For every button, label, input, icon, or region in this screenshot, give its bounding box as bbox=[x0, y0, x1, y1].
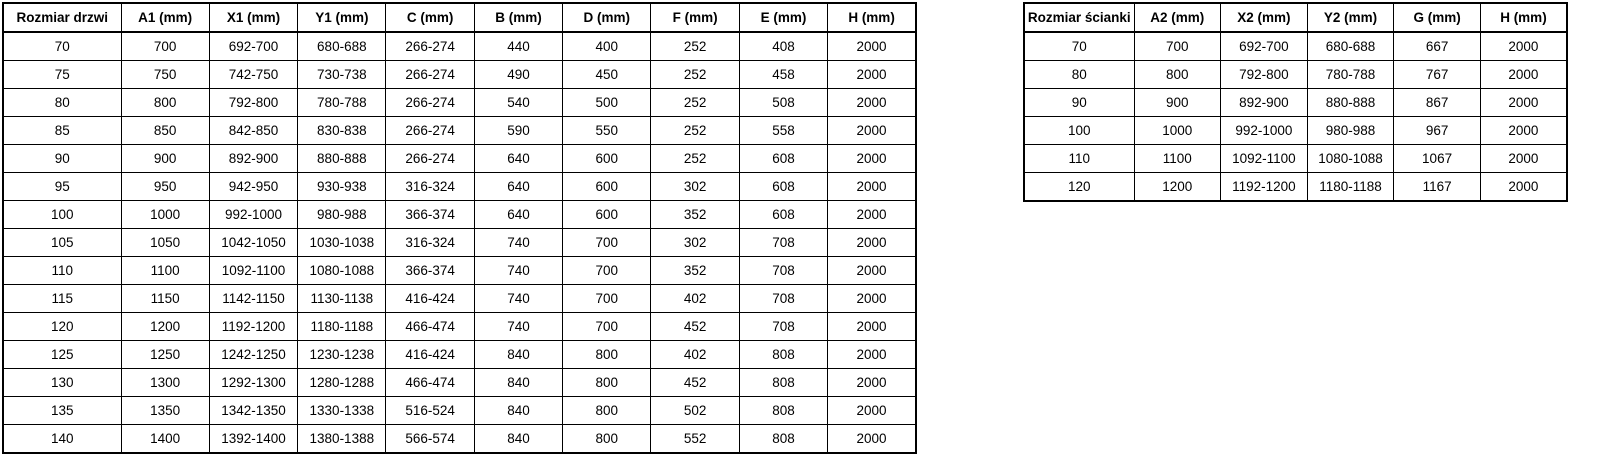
table-row bbox=[1024, 117, 1567, 145]
table-row bbox=[3, 201, 916, 229]
table-cell: 1200 bbox=[121, 313, 209, 341]
table-cell: 800 bbox=[1134, 61, 1221, 89]
table-cell: 2000 bbox=[828, 229, 916, 257]
table-cell: 930-938 bbox=[298, 173, 386, 201]
table-cell: 266-274 bbox=[386, 32, 474, 61]
table-cell: 730-738 bbox=[298, 61, 386, 89]
table-cell: 2000 bbox=[828, 341, 916, 369]
table-cell: 830-838 bbox=[298, 117, 386, 145]
table-row bbox=[3, 229, 916, 257]
table-cell: 1167 bbox=[1394, 173, 1481, 202]
table-cell: 780-788 bbox=[298, 89, 386, 117]
table-cell: 95 bbox=[3, 173, 121, 201]
table-cell: 1400 bbox=[121, 425, 209, 454]
table-cell: 892-900 bbox=[209, 145, 297, 173]
table-cell: 900 bbox=[121, 145, 209, 173]
table-cell: 1242-1250 bbox=[209, 341, 297, 369]
table-cell: 440 bbox=[474, 32, 562, 61]
table-cell: 750 bbox=[121, 61, 209, 89]
wall-table-header-row bbox=[1024, 3, 1567, 32]
column-header: F (mm) bbox=[651, 3, 739, 32]
table-cell: 550 bbox=[563, 117, 651, 145]
table-cell: 266-274 bbox=[386, 89, 474, 117]
table-cell: 100 bbox=[3, 201, 121, 229]
table-cell: 2000 bbox=[828, 425, 916, 454]
table-cell: 1080-1088 bbox=[1307, 145, 1394, 173]
table-cell: 992-1000 bbox=[209, 201, 297, 229]
table-cell: 2000 bbox=[828, 89, 916, 117]
table-cell: 708 bbox=[739, 257, 827, 285]
table-cell: 458 bbox=[739, 61, 827, 89]
table-cell: 135 bbox=[3, 397, 121, 425]
table-cell: 1092-1100 bbox=[1221, 145, 1308, 173]
table-cell: 1042-1050 bbox=[209, 229, 297, 257]
column-header: C (mm) bbox=[386, 3, 474, 32]
table-cell: 980-988 bbox=[1307, 117, 1394, 145]
table-cell: 1192-1200 bbox=[209, 313, 297, 341]
table-cell: 490 bbox=[474, 61, 562, 89]
table-cell: 700 bbox=[563, 313, 651, 341]
column-header: Y2 (mm) bbox=[1307, 3, 1394, 32]
column-header: X2 (mm) bbox=[1221, 3, 1308, 32]
table-cell: 252 bbox=[651, 32, 739, 61]
table-cell: 742-750 bbox=[209, 61, 297, 89]
table-cell: 75 bbox=[3, 61, 121, 89]
table-row bbox=[3, 257, 916, 285]
table-cell: 600 bbox=[563, 145, 651, 173]
table-row bbox=[1024, 32, 1567, 61]
table-row bbox=[3, 145, 916, 173]
table-row bbox=[1024, 145, 1567, 173]
table-cell: 767 bbox=[1394, 61, 1481, 89]
table-cell: 692-700 bbox=[1221, 32, 1308, 61]
table-cell: 508 bbox=[739, 89, 827, 117]
table-cell: 840 bbox=[474, 397, 562, 425]
table-cell: 792-800 bbox=[209, 89, 297, 117]
table-cell: 600 bbox=[563, 173, 651, 201]
table-cell: 800 bbox=[563, 341, 651, 369]
table-cell: 950 bbox=[121, 173, 209, 201]
table-cell: 700 bbox=[563, 229, 651, 257]
column-header: D (mm) bbox=[563, 3, 651, 32]
table-row bbox=[3, 117, 916, 145]
table-cell: 800 bbox=[121, 89, 209, 117]
table-cell: 2000 bbox=[828, 285, 916, 313]
table-cell: 780-788 bbox=[1307, 61, 1394, 89]
table-cell: 1342-1350 bbox=[209, 397, 297, 425]
table-cell: 105 bbox=[3, 229, 121, 257]
table-cell: 2000 bbox=[1480, 117, 1567, 145]
column-header: A1 (mm) bbox=[121, 3, 209, 32]
table-cell: 500 bbox=[563, 89, 651, 117]
table-cell: 70 bbox=[3, 32, 121, 61]
table-cell: 692-700 bbox=[209, 32, 297, 61]
table-cell: 640 bbox=[474, 173, 562, 201]
column-header: Rozmiar ścianki bbox=[1024, 3, 1134, 32]
table-cell: 2000 bbox=[828, 61, 916, 89]
table-cell: 842-850 bbox=[209, 117, 297, 145]
table-cell: 867 bbox=[1394, 89, 1481, 117]
column-header: B (mm) bbox=[474, 3, 562, 32]
table-cell: 700 bbox=[563, 285, 651, 313]
table-cell: 366-374 bbox=[386, 257, 474, 285]
table-row bbox=[3, 61, 916, 89]
table-cell: 450 bbox=[563, 61, 651, 89]
table-cell: 708 bbox=[739, 313, 827, 341]
table-cell: 252 bbox=[651, 61, 739, 89]
table-cell: 740 bbox=[474, 313, 562, 341]
table-cell: 2000 bbox=[828, 397, 916, 425]
table-cell: 1380-1388 bbox=[298, 425, 386, 454]
table-cell: 130 bbox=[3, 369, 121, 397]
table-cell: 880-888 bbox=[298, 145, 386, 173]
table-cell: 400 bbox=[563, 32, 651, 61]
table-cell: 880-888 bbox=[1307, 89, 1394, 117]
table-cell: 600 bbox=[563, 201, 651, 229]
table-cell: 1280-1288 bbox=[298, 369, 386, 397]
table-cell: 608 bbox=[739, 201, 827, 229]
table-cell: 502 bbox=[651, 397, 739, 425]
table-cell: 1292-1300 bbox=[209, 369, 297, 397]
table-row bbox=[1024, 173, 1567, 202]
table-cell: 680-688 bbox=[298, 32, 386, 61]
table-cell: 1000 bbox=[1134, 117, 1221, 145]
column-header: H (mm) bbox=[828, 3, 916, 32]
table-row bbox=[3, 313, 916, 341]
table-cell: 1330-1338 bbox=[298, 397, 386, 425]
table-cell: 608 bbox=[739, 145, 827, 173]
table-cell: 708 bbox=[739, 285, 827, 313]
table-cell: 840 bbox=[474, 369, 562, 397]
table-cell: 2000 bbox=[828, 369, 916, 397]
table-cell: 840 bbox=[474, 425, 562, 454]
table-cell: 808 bbox=[739, 397, 827, 425]
table-cell: 608 bbox=[739, 173, 827, 201]
table-row bbox=[3, 89, 916, 117]
table-cell: 316-324 bbox=[386, 229, 474, 257]
column-header: X1 (mm) bbox=[209, 3, 297, 32]
table-cell: 1050 bbox=[121, 229, 209, 257]
table-cell: 120 bbox=[1024, 173, 1134, 202]
table-cell: 452 bbox=[651, 369, 739, 397]
table-cell: 892-900 bbox=[1221, 89, 1308, 117]
column-header: H (mm) bbox=[1480, 3, 1567, 32]
table-cell: 316-324 bbox=[386, 173, 474, 201]
table-cell: 80 bbox=[3, 89, 121, 117]
table-cell: 1392-1400 bbox=[209, 425, 297, 454]
table-cell: 302 bbox=[651, 173, 739, 201]
table-cell: 792-800 bbox=[1221, 61, 1308, 89]
table-cell: 808 bbox=[739, 341, 827, 369]
column-header: A2 (mm) bbox=[1134, 3, 1221, 32]
table-cell: 416-424 bbox=[386, 341, 474, 369]
table-row bbox=[3, 425, 916, 454]
table-cell: 1092-1100 bbox=[209, 257, 297, 285]
table-cell: 70 bbox=[1024, 32, 1134, 61]
table-cell: 808 bbox=[739, 369, 827, 397]
table-cell: 640 bbox=[474, 201, 562, 229]
table-cell: 352 bbox=[651, 257, 739, 285]
table-cell: 352 bbox=[651, 201, 739, 229]
table-cell: 2000 bbox=[828, 201, 916, 229]
table-cell: 1250 bbox=[121, 341, 209, 369]
table-cell: 680-688 bbox=[1307, 32, 1394, 61]
table-cell: 552 bbox=[651, 425, 739, 454]
table-cell: 1100 bbox=[1134, 145, 1221, 173]
table-row bbox=[1024, 61, 1567, 89]
table-row bbox=[1024, 89, 1567, 117]
table-row bbox=[3, 285, 916, 313]
table-cell: 740 bbox=[474, 285, 562, 313]
table-cell: 1030-1038 bbox=[298, 229, 386, 257]
table-cell: 2000 bbox=[1480, 173, 1567, 202]
table-cell: 402 bbox=[651, 341, 739, 369]
table-cell: 1350 bbox=[121, 397, 209, 425]
table-cell: 416-424 bbox=[386, 285, 474, 313]
table-cell: 1180-1188 bbox=[298, 313, 386, 341]
table-cell: 2000 bbox=[1480, 89, 1567, 117]
column-header: E (mm) bbox=[739, 3, 827, 32]
table-cell: 967 bbox=[1394, 117, 1481, 145]
table-cell: 252 bbox=[651, 117, 739, 145]
table-cell: 366-374 bbox=[386, 201, 474, 229]
table-cell: 800 bbox=[563, 369, 651, 397]
table-row bbox=[3, 341, 916, 369]
table-cell: 466-474 bbox=[386, 313, 474, 341]
table-cell: 1180-1188 bbox=[1307, 173, 1394, 202]
table-cell: 1150 bbox=[121, 285, 209, 313]
table-cell: 1100 bbox=[121, 257, 209, 285]
door-dimensions-table bbox=[2, 2, 917, 454]
table-cell: 540 bbox=[474, 89, 562, 117]
table-cell: 80 bbox=[1024, 61, 1134, 89]
table-row bbox=[3, 173, 916, 201]
table-cell: 110 bbox=[3, 257, 121, 285]
table-cell: 808 bbox=[739, 425, 827, 454]
table-cell: 942-950 bbox=[209, 173, 297, 201]
table-cell: 980-988 bbox=[298, 201, 386, 229]
table-cell: 2000 bbox=[828, 32, 916, 61]
table-cell: 2000 bbox=[1480, 145, 1567, 173]
table-cell: 708 bbox=[739, 229, 827, 257]
table-cell: 252 bbox=[651, 145, 739, 173]
table-cell: 800 bbox=[563, 397, 651, 425]
table-cell: 740 bbox=[474, 229, 562, 257]
table-cell: 1200 bbox=[1134, 173, 1221, 202]
table-cell: 590 bbox=[474, 117, 562, 145]
table-cell: 466-474 bbox=[386, 369, 474, 397]
table-cell: 1142-1150 bbox=[209, 285, 297, 313]
table-cell: 558 bbox=[739, 117, 827, 145]
table-cell: 408 bbox=[739, 32, 827, 61]
table-cell: 992-1000 bbox=[1221, 117, 1308, 145]
table-cell: 2000 bbox=[828, 145, 916, 173]
table-cell: 140 bbox=[3, 425, 121, 454]
table-cell: 266-274 bbox=[386, 61, 474, 89]
table-cell: 2000 bbox=[1480, 61, 1567, 89]
table-cell: 2000 bbox=[828, 117, 916, 145]
table-cell: 1192-1200 bbox=[1221, 173, 1308, 202]
table-cell: 2000 bbox=[1480, 32, 1567, 61]
door-table-header-row bbox=[3, 3, 916, 32]
table-cell: 667 bbox=[1394, 32, 1481, 61]
table-cell: 740 bbox=[474, 257, 562, 285]
table-cell: 800 bbox=[563, 425, 651, 454]
table-cell: 1080-1088 bbox=[298, 257, 386, 285]
table-cell: 1000 bbox=[121, 201, 209, 229]
table-row bbox=[3, 397, 916, 425]
table-cell: 700 bbox=[563, 257, 651, 285]
table-cell: 110 bbox=[1024, 145, 1134, 173]
table-cell: 90 bbox=[3, 145, 121, 173]
table-cell: 700 bbox=[121, 32, 209, 61]
table-cell: 566-574 bbox=[386, 425, 474, 454]
table-cell: 266-274 bbox=[386, 145, 474, 173]
table-cell: 302 bbox=[651, 229, 739, 257]
table-cell: 90 bbox=[1024, 89, 1134, 117]
column-header: G (mm) bbox=[1394, 3, 1481, 32]
table-cell: 1230-1238 bbox=[298, 341, 386, 369]
table-cell: 452 bbox=[651, 313, 739, 341]
table-row bbox=[3, 369, 916, 397]
table-cell: 266-274 bbox=[386, 117, 474, 145]
table-cell: 1300 bbox=[121, 369, 209, 397]
table-cell: 125 bbox=[3, 341, 121, 369]
table-cell: 640 bbox=[474, 145, 562, 173]
table-cell: 2000 bbox=[828, 257, 916, 285]
table-cell: 1067 bbox=[1394, 145, 1481, 173]
table-cell: 115 bbox=[3, 285, 121, 313]
table-cell: 2000 bbox=[828, 313, 916, 341]
column-header: Rozmiar drzwi bbox=[3, 3, 121, 32]
table-cell: 402 bbox=[651, 285, 739, 313]
table-cell: 850 bbox=[121, 117, 209, 145]
table-cell: 700 bbox=[1134, 32, 1221, 61]
column-header: Y1 (mm) bbox=[298, 3, 386, 32]
table-cell: 840 bbox=[474, 341, 562, 369]
table-cell: 85 bbox=[3, 117, 121, 145]
wall-dimensions-table bbox=[1023, 2, 1568, 202]
table-cell: 120 bbox=[3, 313, 121, 341]
table-cell: 252 bbox=[651, 89, 739, 117]
table-cell: 2000 bbox=[828, 173, 916, 201]
table-cell: 516-524 bbox=[386, 397, 474, 425]
table-row bbox=[3, 32, 916, 61]
table-cell: 900 bbox=[1134, 89, 1221, 117]
table-cell: 1130-1138 bbox=[298, 285, 386, 313]
table-cell: 100 bbox=[1024, 117, 1134, 145]
